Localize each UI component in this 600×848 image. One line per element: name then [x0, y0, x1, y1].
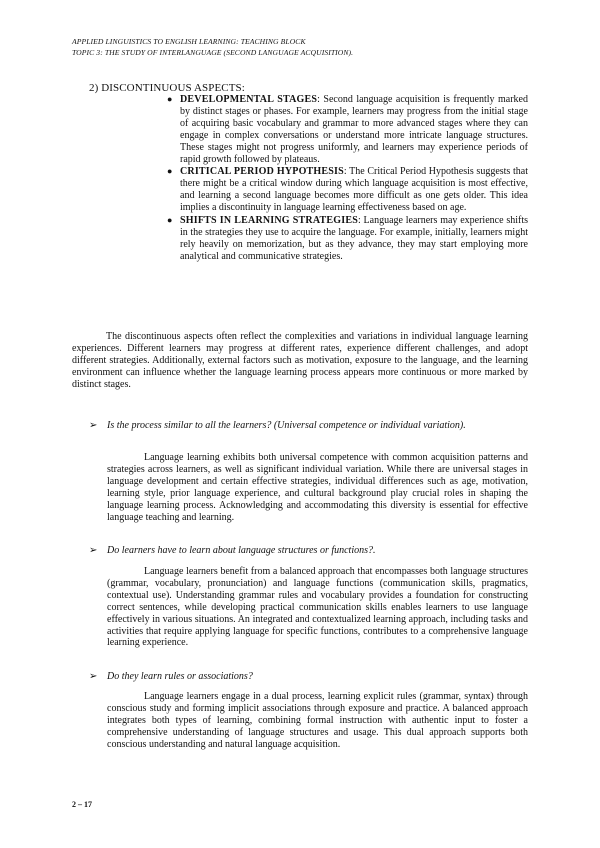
answer-paragraph: Language learners engage in a dual process, learning explicit rules (grammar, syntax) through conscious study and forming implicit associations through exposure and practice. A balanced approach integrates both types of learning, combining formal instruction with authentic input to foster a comprehensive understanding of language structures and usage. This dual approach supports both conscious understanding and natural language acquisition.: [107, 691, 528, 750]
arrow-bullet-icon: ➢: [89, 671, 98, 682]
bullet-item: [167, 215, 528, 263]
page-number: 2 – 17: [72, 800, 92, 809]
header-line-2: TOPIC 3: THE STUDY OF INTERLANGUAGE (SECOND LANGUAGE ACQUISITION).: [72, 47, 354, 57]
bullet-dot-icon: ●: [167, 215, 173, 226]
question-item: [89, 671, 528, 683]
document-header: [72, 37, 353, 58]
question-item: [89, 420, 528, 432]
bullet-dot-icon: ●: [167, 94, 173, 104]
arrow-bullet-icon: ➢: [89, 420, 98, 431]
bullet-item: [167, 166, 528, 214]
answer-paragraph: Language learners benefit from a balanced approach that encompasses both language structures (grammar, vocabulary, pronunciation) and language functions (communication skills, pragmatics, contextual use). Understanding grammar rules and vocabulary provides a foundation for constructing correct sentences, while developing practical communication skills enables learners to use language effectively in various situations. An integrated and contextualized learning approach, including tasks and activities that require applying language for specific functions, contributes to a comprehensive language learning experience.: [107, 566, 528, 649]
bullet-term: CRITICAL PERIOD HYPOTHESIS: [180, 166, 344, 178]
bullet-text: : The Critical Period Hypothesis suggests that there might be a critical window during which language acquisition is most effective, and learning a second language becomes more difficult as one gets older. This idea implies a discontinuity in language learning effectiveness based on age.: [180, 166, 528, 214]
header-line-1: APPLIED LINGUISTICS TO ENGLISH LEARNING: TEACHING BLOCK: [72, 37, 306, 46]
section-title: 2) DISCONTINUOUS ASPECTS:: [89, 82, 245, 94]
bullet-dot-icon: ●: [167, 166, 173, 177]
question-text: Is the process similar to all the learners? (Universal competence or individual variation).: [107, 420, 466, 431]
bullet-text: : Second language acquisition is frequently marked by distinct stages or phases. For example, learners may progress from the initial stage of acquiring basic vocabulary and grammar to more advanced stages where they can engage in complex conversations or understand more intricate language structures. These stages might not progress uniformly, and learners may experience periods of rapid growth followed by plateaus.: [180, 94, 528, 165]
question-text: Do learners have to learn about language structures or functions?.: [107, 545, 376, 556]
bullet-term: DEVELOPMENTAL STAGES: [180, 94, 318, 105]
arrow-bullet-icon: ➢: [89, 545, 98, 556]
question-text: Do they learn rules or associations?: [107, 671, 253, 682]
bullet-list: [167, 94, 528, 264]
bullet-term: SHIFTS IN LEARNING STRATEGIES: [180, 215, 358, 227]
bullet-item: [167, 94, 528, 165]
summary-paragraph: The discontinuous aspects often reflect the complexities and variations in individual language learning experiences. Different learners may progress at different rates, experience different challenges, and adopt different strategies. Additionally, external factors such as motivation, exposure to the language, and the learning environment can influence whether the language learning process appears more continuous or more marked by distinct stages.: [72, 331, 528, 390]
question-item: [89, 545, 528, 557]
answer-paragraph: Language learning exhibits both universal competence with common acquisition patterns and strategies across learners, as well as significant individual variation. While there are universal stages in language development and certain effective strategies, individual differences such as age, motivation, learning style, prior language experience, and cultural background play crucial roles in shaping the language learning process. Acknowledging and accommodating this diversity is essential for effective language teaching and learning.: [107, 452, 528, 523]
bullet-text: : Language learners may experience shifts in the strategies they use to acquire the language. For example, initially, learners might rely heavily on memorization, but as they advance, they may start employing more analytical and communicative strategies.: [180, 215, 528, 262]
